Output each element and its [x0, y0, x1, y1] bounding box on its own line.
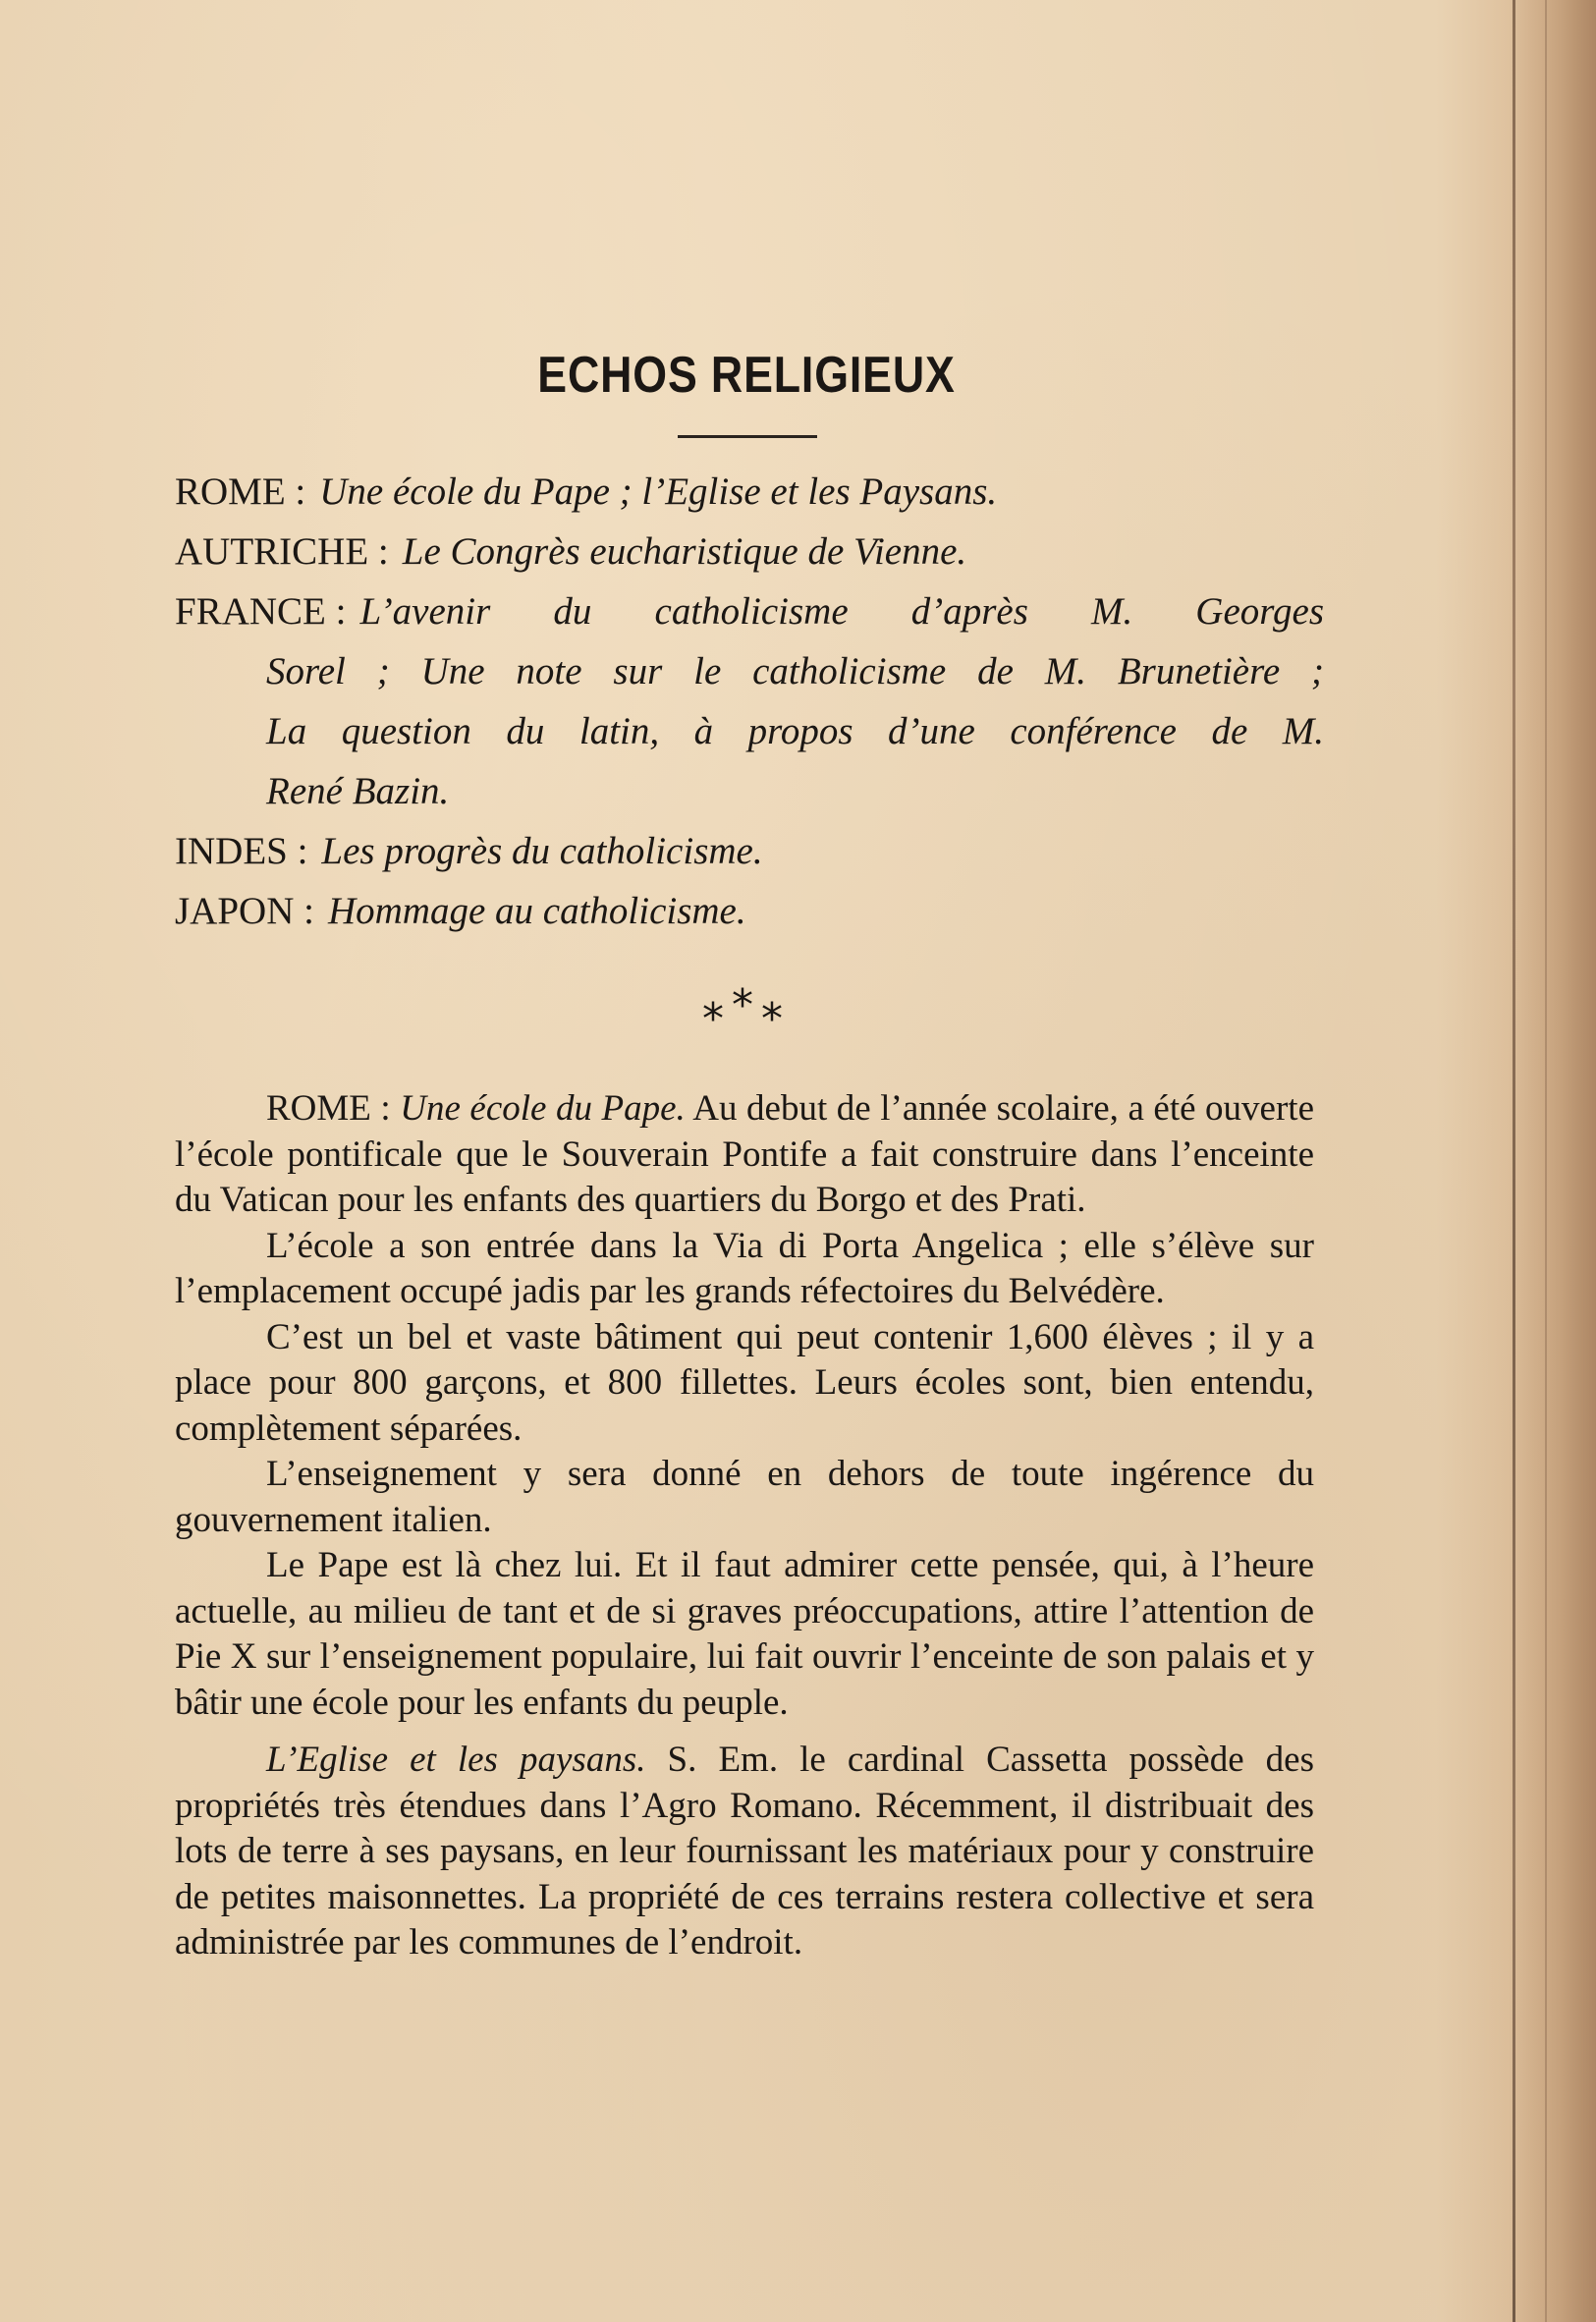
summary-topic: Une école du Pape ; l’Eglise et les Paysans. — [319, 470, 998, 513]
summary-list — [175, 462, 1324, 941]
paragraph-lead: ROME : — [266, 1088, 401, 1129]
summary-country: INDES : — [175, 830, 308, 872]
asterism-separator — [0, 980, 1493, 1044]
summary-item-japon — [175, 881, 1324, 941]
page-title: ECHOS RELIGIEUX — [537, 347, 956, 404]
paragraph-rome — [175, 1086, 1314, 1224]
summary-country: ROME : — [175, 470, 306, 513]
paragraph-text: Au debut de l’année scolaire, a été ouverte l’école pontificale que le Souverain Pontife a fait construire dans l’enceinte du Vatican pour les enfants des quartiers du Borgo et des Prati. — [175, 1088, 1315, 1220]
paragraph-lead-italic: Une école du Pape. — [400, 1088, 686, 1129]
summary-topic: Hommage au catholicisme. — [327, 890, 746, 932]
summary-item-autriche — [175, 522, 1324, 581]
summary-continuation: Sorel ; Une note sur le catholicisme de M. Brunetière ; — [266, 650, 1324, 692]
summary-topic: Le Congrès eucharistique de Vienne. — [402, 530, 967, 573]
summary-item-indes — [175, 821, 1324, 881]
title-rule — [678, 435, 817, 438]
page-edge-shadow — [1508, 0, 1596, 2322]
page-edge-line — [1513, 0, 1515, 2322]
summary-country: AUTRICHE : — [175, 530, 389, 573]
paragraph-text: S. Em. le cardinal Cassetta possède des propriétés très étendues dans l’Agro Romano. Récemment, il distribuait des lots de terre à ses paysans, en leur fournissant les matériaux pour y construire de petites maisonnettes. La propriété de ces terrains restera collective et sera administrée par les communes de l’endroit. — [175, 1740, 1315, 1963]
paragraph: L’école a son entrée dans la Via di Porta Angelica ; elle s’élève sur l’emplacement occupé jadis par les grands réfectoires du Belvédère. — [175, 1225, 1314, 1311]
summary-item-france — [175, 581, 1324, 641]
paragraph: Le Pape est là chez lui. Et il faut admirer cette pensée, qui, à l’heure actuelle, au milieu de tant et de si graves préoccupations, attire l’attention de Pie X sur l’enseignement populaire, lui fait ouvrir l’enceinte de son palais et y bâtir une école pour les enfants du peuple. — [175, 1545, 1314, 1723]
summary-item-rome — [175, 462, 1324, 522]
summary-continuation: La question du latin, à propos d’une conférence de M. — [266, 710, 1324, 752]
paragraph-eglise-paysans — [175, 1738, 1314, 1966]
summary-topic: Les progrès du catholicisme. — [321, 830, 763, 872]
summary-topic: L’avenir du catholicisme d’après M. Georges — [359, 590, 1324, 633]
summary-continuation: René Bazin. — [266, 770, 450, 812]
asterisk-middle: * — [732, 980, 761, 1030]
paragraph: L’enseignement y sera donné en dehors de toute ingérence du gouvernement italien. — [175, 1454, 1314, 1540]
summary-country: FRANCE : — [175, 590, 347, 633]
page-edge-line-secondary — [1545, 0, 1547, 2322]
article-body — [175, 1086, 1314, 1966]
asterisk-right: * — [761, 994, 791, 1044]
summary-country: JAPON : — [175, 890, 314, 932]
paragraph: C’est un bel et vaste bâtiment qui peut contenir 1,600 élèves ; il y a place pour 800 garçons, et 800 fillettes. Leurs écoles sont, bien entendu, complètement séparées. — [175, 1316, 1314, 1449]
paragraph-lead-italic: L’Eglise et les paysans. — [266, 1740, 646, 1780]
asterisk-left: * — [702, 994, 732, 1044]
